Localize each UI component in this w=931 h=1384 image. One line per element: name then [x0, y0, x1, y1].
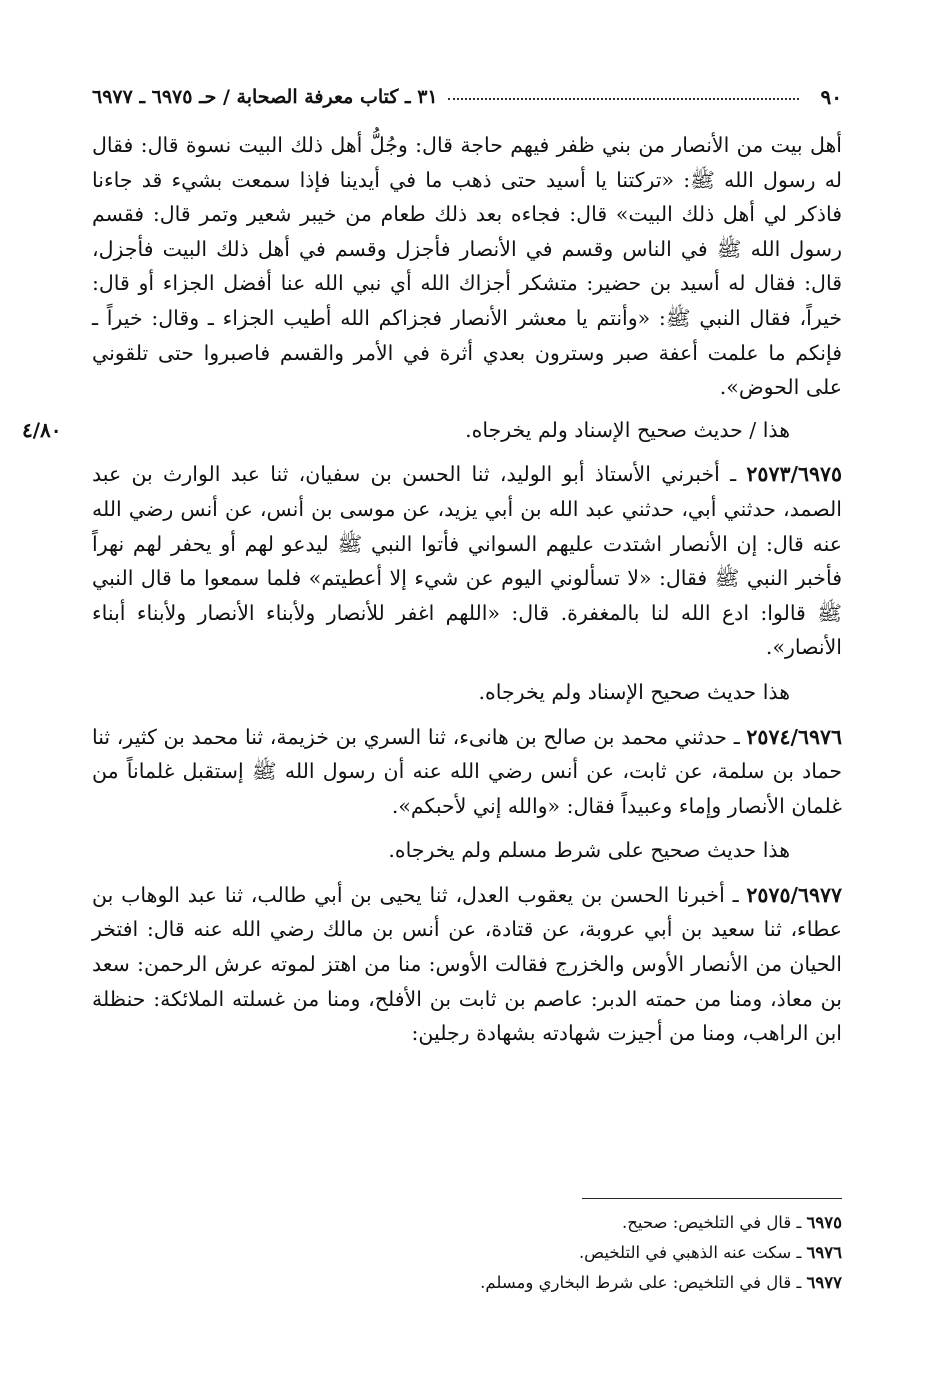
- running-title: ٣١ ـ كتاب معرفة الصحابة / حـ ٦٩٧٥ ـ ٦٩٧٧: [92, 86, 438, 108]
- hadith-6976: [92, 720, 842, 824]
- footnote-separator: [582, 1198, 842, 1199]
- hadith-number: ٢٥٧٤/٦٩٧٦: [746, 724, 842, 749]
- footnote-text: ـ سكت عنه الذهبي في التلخيص.: [578, 1243, 807, 1262]
- footnote: [92, 1238, 842, 1268]
- verdict-2: هذا حديث صحيح الإسناد ولم يخرجاه.: [478, 679, 790, 704]
- hadith-text: ـ أخبرنا الحسن بن يعقوب العدل، ثنا يحيى بن أبي طالب، ثنا عبد الوهاب بن عطاء، ثنا سعيد بن أبي عروبة، عن قتادة، عن أنس بن مالك رضي الله عنه قال: افتخر الحيان من الأنصار الأوس والخزرج فقالت الأوس: منا من اهتز لموته عرش الرحمن: سعد بن معاذ، ومنا من حمته الدبر: عاصم بن ثابت بن الأفلح، ومنا من غسلته الملائكة: حنظلة ابن الراهب، ومنا من أجيزت شهادته بشهادة رجلين:: [92, 882, 842, 1046]
- footnote: [92, 1268, 842, 1298]
- header-leader-dots: [448, 98, 799, 100]
- verdict-3: هذا حديث صحيح على شرط مسلم ولم يخرجاه.: [388, 838, 790, 863]
- footnote-text: ـ قال في التلخيص: على شرط البخاري ومسلم.: [480, 1273, 807, 1292]
- footnotes: [92, 1208, 842, 1298]
- hadith-text: ـ أخبرني الأستاذ أبو الوليد، ثنا الحسن بن سفيان، ثنا عبد الوارث بن عبد الصمد، حدثني أبي، حدثني عبد الله بن أبي يزيد، عن موسى بن أنس، عن أنس رضي الله عنه قال: إن الأنصار اشتدت عليهم السواني فأتوا النبي ﷺ ليدعو لهم أو يحفر لهم نهراً فأخبر النبي ﷺ فقال: «لا تسألوني اليوم عن شيء إلا أعطيتم» فلما سمعوا ما قال النبي ﷺ قالوا: ادع الله لنا بالمغفرة. قال: «اللهم اغفر للأنصار ولأبناء الأنصار ولأبناء أبناء الأنصار».: [92, 462, 842, 660]
- verdict-1: هذا / حديث صحيح الإسناد ولم يخرجاه.: [465, 417, 790, 442]
- verdict-block-1: [22, 413, 842, 448]
- page-number: ٩٠: [820, 85, 842, 109]
- footnote-number: ٦٩٧٥: [806, 1213, 842, 1232]
- hadith-number: ٢٥٧٣/٦٩٧٥: [746, 462, 842, 487]
- main-text: [22, 128, 842, 1051]
- hadith-6977: [92, 878, 842, 1051]
- footnote-number: ٦٩٧٧: [806, 1273, 842, 1292]
- footnote: [92, 1208, 842, 1238]
- footnote-number: ٦٩٧٦: [806, 1243, 842, 1262]
- marginal-reference: ٤/٨٠: [22, 417, 62, 442]
- footnote-text: ـ قال في التلخيص: صحيح.: [621, 1213, 807, 1232]
- paragraph-continued-hadith: أهل بيت من الأنصار من بني ظفر فيهم حاجة قال: وجُلُّ أهل ذلك البيت نسوة قال: فقال له رسول الله ﷺ: «تركتنا يا أسيد حتى ذهب ما في أيدينا فإذا سمعت بشيء قد جاءنا فاذكر لي أهل ذلك البيت» قال: فجاءه بعد ذلك طعام من خيبر شعير وتمر قال: فقسم رسول الله ﷺ في الناس وقسم في الأنصار فأجزل وقسم في أهل ذلك البيت فأجزل، قال: فقال له أسيد بن حضير: متشكر أجزاك الله أي نبي الله عنا أفضل الجزاء أو قال: خيراً، فقال النبي ﷺ: «وأنتم يا معشر الأنصار فجزاكم الله أطيب الجزاء ـ وقال: خيراً ـ فإنكم ما علمت أعفة صبر وسترون بعدي أثرة في الأمر والقسم فاصبروا حتى تلقوني على الحوض».: [92, 133, 842, 400]
- hadith-6975: [92, 457, 842, 665]
- page-header: [92, 82, 842, 112]
- hadith-number: ٢٥٧٥/٦٩٧٧: [746, 882, 842, 907]
- hadith-text: ـ حدثني محمد بن صالح بن هانىء، ثنا السري بن خزيمة، ثنا محمد بن كثير، ثنا حماد بن سلمة، عن ثابت، عن أنس رضي الله عنه أن رسول الله ﷺ إستقبل غلماناً من غلمان الأنصار وإماء وعبيداً فقال: «والله إني لأحبكم».: [92, 724, 842, 818]
